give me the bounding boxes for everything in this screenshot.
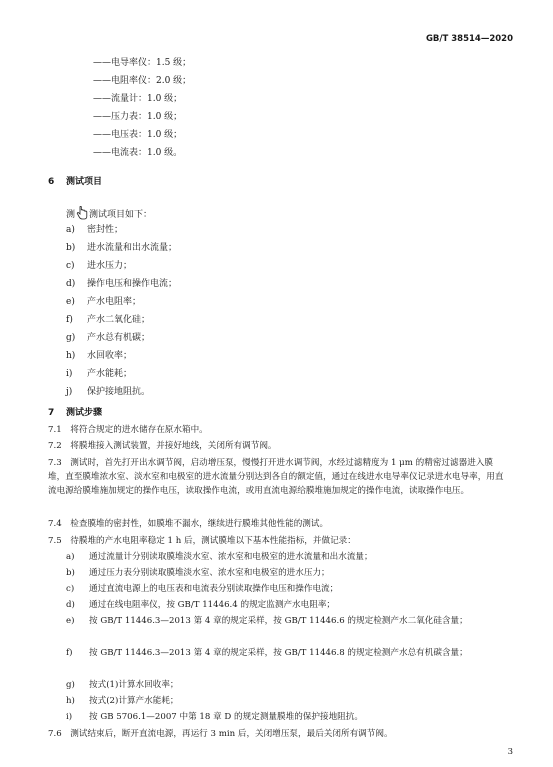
list-item: c) 通过直流电源上的电压表和电流表分别读取操作电压和操作电流；: [66, 584, 339, 594]
clause-7-5: 7.5 待膜堆的产水电阻率稳定 1 h 后，测试膜堆以下基本性能指标，并做记录：: [48, 536, 356, 546]
section-6-intro: [66, 206, 152, 223]
instrument-line-1: ——电导率仪：1.5 级；: [93, 58, 192, 68]
intro-start: 测: [66, 210, 76, 220]
clause-7-4: 7.4 检查膜堆的密封性，如膜堆不漏水，继续进行膜堆其他性能的测试。: [48, 519, 329, 529]
instrument-line-6: ——电流表：1.0 级。: [93, 148, 183, 158]
instrument-line-5: ——电压表：1.0 级；: [93, 130, 183, 140]
page-number: 3: [507, 747, 513, 757]
clause-7-6: 7.6 测试结束后，断开直流电源，再运行 3 min 后，关闭增压泵，最后关闭所有调节阀。: [48, 729, 393, 739]
instrument-line-4: ——压力表：1.0 级；: [93, 112, 183, 122]
intro-end: 测试项目如下：: [89, 210, 153, 220]
clause-7-1: 7.1 将符合规定的进水储存在原水箱中。: [48, 425, 208, 435]
document-page: GB/T 38514—2020 ——电导率仪：1.5 级； ——电阻率仪：2.0 级； ——流量计：1.0 级； ——压力表：1.0 级； ——电压表：1.0 级； ——电流表：1.0 级。 6 测试项目 测 测试项目如下： a) 密封性； b) 进水流量和出水流量； c) 进水压力； d) 操作电压和操作电流； e) 产水电阻率； f) 产水二氧化硅； g) 产水总有机碳； h) 水回收率； i) 产水能耗； j) 保护接地阻抗。 7 测试步骤 7.1 将符合规定的进水储存在原水箱中。 7.2 将膜堆接入测试装置，并接好地线，关闭所有调节阀。 7.3 测试时，首先打开出水调节阀，启动增压泵，慢慢打开进水调节阀，水经过滤精度为 1 μm 的精密过滤器进入膜堆，直至膜堆浓水室、淡水室和电极室的进水流量分别达到各自的额定值，通过在线进水电导率仪记录进水电导率，用直流电源给膜堆施加规定的操作电压，读取操作电流，或用直流电源给膜堆施加规定的操作电流，读取操作电压。 7.4 检查膜堆的密封性，如膜堆不漏水，继续进行膜堆其他性能的测试。 7.5 待膜堆的产水电阻率稳定 1 h 后，测试膜堆以下基本性能指标，并做记录： a) 通过流量计分别读取膜堆淡水室、浓水室和电极室的进水流量和出水流量； b) 通过压力表分别读取膜堆淡水室、浓水室和电极室的进水压力； c) 通过直流电源上的电压表和电流表分别读取操作电压和操作电流； d) 通过在线电阻率仪，按 GB/T 11446.4 的规定监测产水电阻率； e) 按 GB/T 11446.3—2013 第 4 章的规定采样，按 GB/T 11446.6 的规定检测产水二氧化硅含量； f) 按 GB/T 11446.3—2013 第 4 章的规定采样，按 GB/T 11446.8 的规定检测产水总有机碳含量； g) 按式(1)计算水回收率； h) 按式(2)计算产水能耗； i) 按 GB 5706.1—2007 中第 18 章 D 的规定测量膜堆的保护接地阻抗。 7.6 测试结束后，断开直流电源，再运行 3 min 后，关闭增压泵，最后关闭所有调节阀。 3: [48, 34, 513, 757]
standard-header: GB/T 38514—2020: [425, 34, 513, 44]
clause-7-3: 7.3 测试时，首先打开出水调节阀，启动增压泵，慢慢打开进水调节阀，水经过滤精度为 1 μm 的精密过滤器进入膜堆，直至膜堆浓水室、淡水室和电极室的进水流量分别达到各自的额定值，通过在线进水电导率仪记录进水电导率，用直流电源给膜堆施加规定的操作电压，读取操作电流，或用直流电源给膜堆施加规定的操作电流，读取操作电压。: [48, 458, 504, 496]
instrument-line-3: ——流量计：1.0 级；: [93, 94, 183, 104]
instrument-line-2: ——电阻率仪：2.0 级；: [93, 76, 192, 86]
list-item: a) 通过流量计分别读取膜堆淡水室、浓水室和电极室的进水流量和出水流量；: [66, 552, 373, 562]
section-number: 7: [48, 408, 55, 418]
list-item: e) 按 GB/T 11446.3—2013 第 4 章的规定采样，按 GB/T 11446.6 的规定检测产水二氧化硅含量；: [66, 616, 468, 626]
section-title: 测试项目: [66, 177, 103, 187]
list-item: b) 通过压力表分别读取膜堆淡水室、浓水室和电极室的进水压力；: [66, 568, 330, 578]
section-number: 6: [48, 177, 55, 187]
list-item: h) 按式(2)计算产水能耗；: [66, 696, 179, 706]
section-7-heading: [48, 405, 102, 418]
section-6-heading: [48, 174, 102, 187]
list-item: f) 按 GB/T 11446.3—2013 第 4 章的规定采样，按 GB/T 11446.8 的规定检测产水总有机碳含量；: [66, 648, 468, 658]
clause-7-2: 7.2 将膜堆接入测试装置，并接好地线，关闭所有调节阀。: [48, 441, 277, 451]
section-title: 测试步骤: [66, 408, 103, 418]
list-item: g) 按式(1)计算水回收率；: [66, 680, 179, 690]
list-item: d) 通过在线电阻率仪，按 GB/T 11446.4 的规定监测产水电阻率；: [66, 600, 336, 610]
hand-cursor-icon: [76, 206, 88, 223]
list-item: i) 按 GB 5706.1—2007 中第 18 章 D 的规定测量膜堆的保护接地阻抗。: [66, 712, 363, 722]
